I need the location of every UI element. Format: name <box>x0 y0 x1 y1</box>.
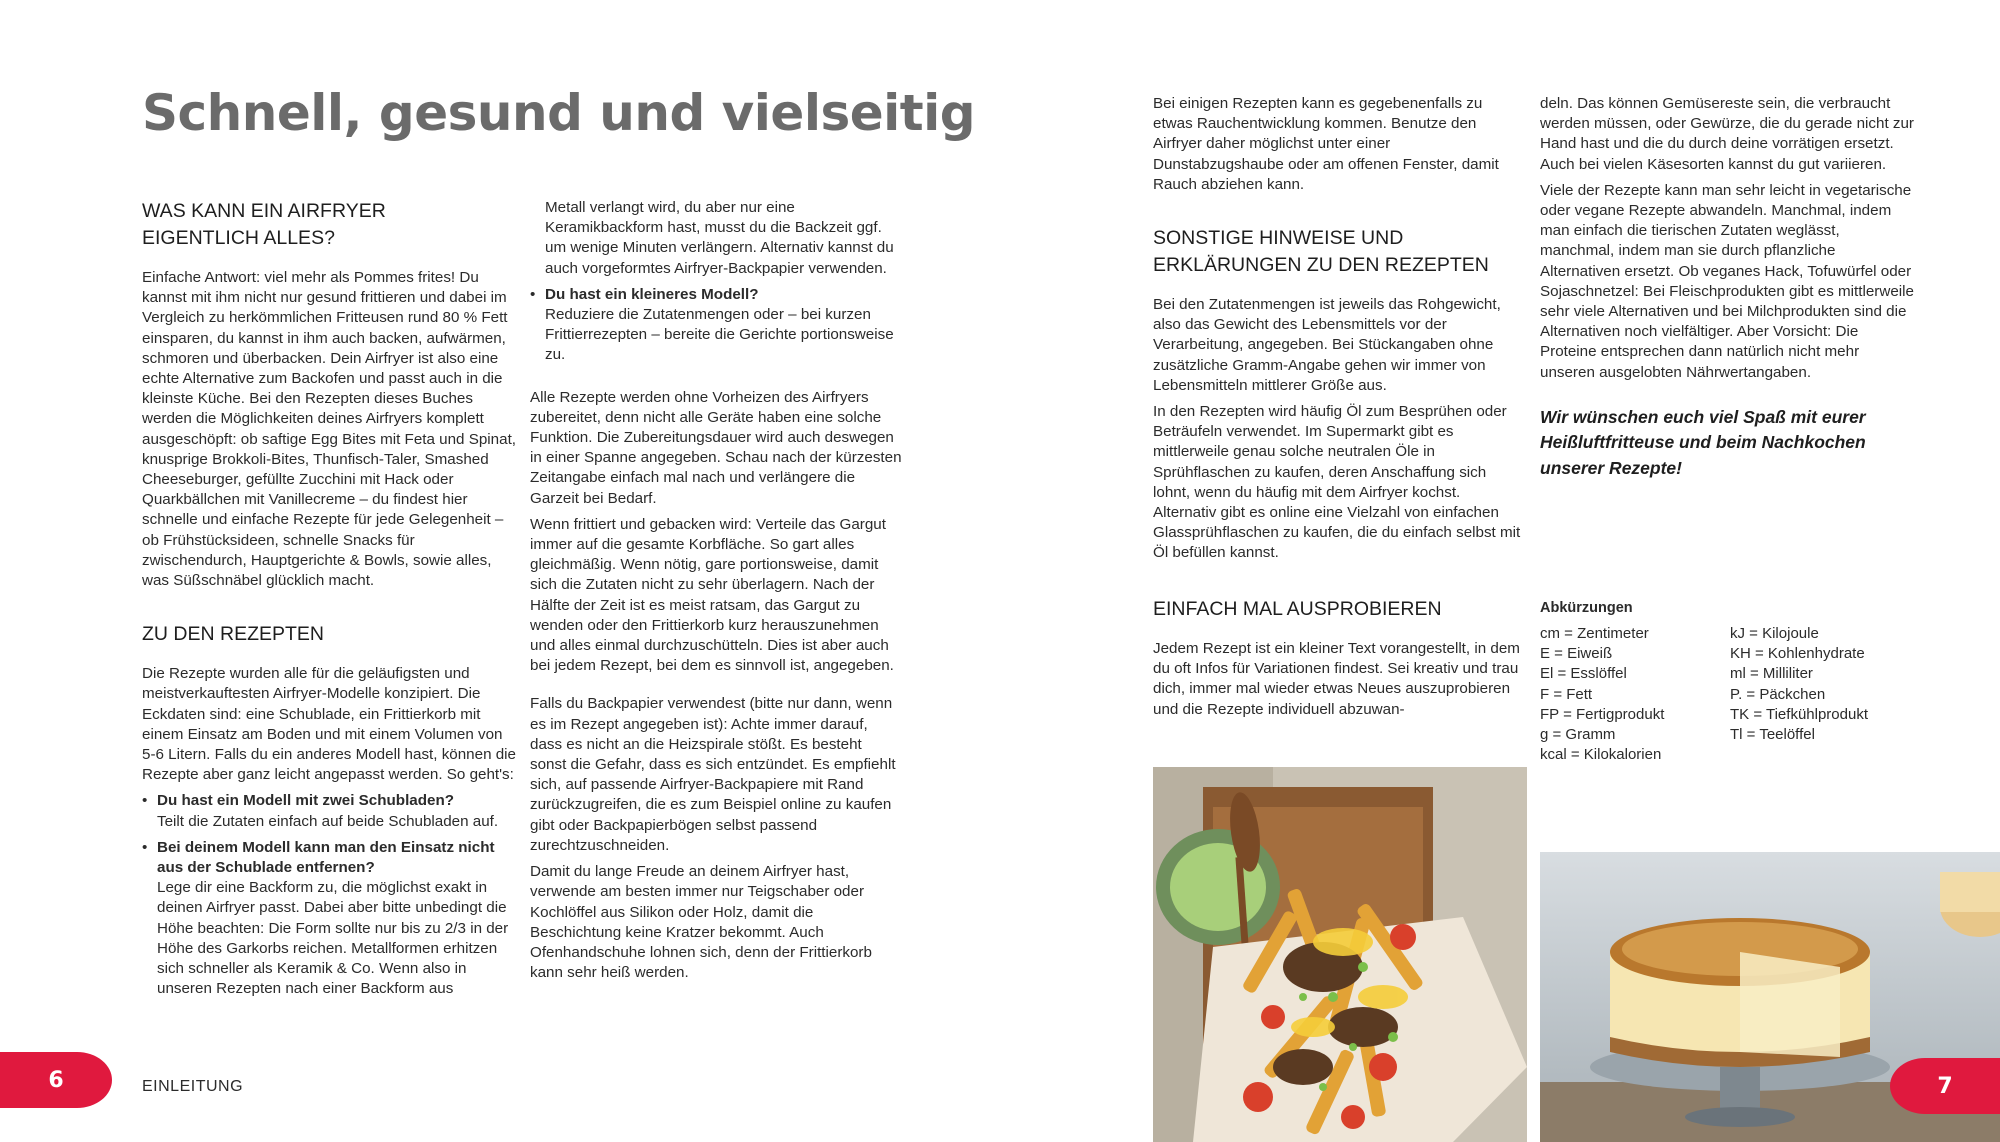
paragraph-rezepte: Die Rezepte wurden alle für die geläufigsten und meistverkauftesten Airfryer-Modelle konzipiert. Die Eckdaten sind: eine Schublade, ein Frittierkorb mit einem Einsatz am Boden und mit einem Volumen von 5-6 Litern. Falls du ein anderes Modell hast, können die Rezepte aber ganz leicht angepasst werden. So geht's: <box>142 665 517 784</box>
abbreviation-item: kcal = Kilokalorien <box>1540 746 1662 764</box>
paragraph-continued: Metall verlangt wird, du aber nur eine Keramikbackform hast, musst du die Backzeit ggf. um wenige Minuten verlängern. Alternativ kannst du auch vorgeformtes Airfryer-Backpapier verwenden. <box>545 199 894 277</box>
abbreviation-item: TK = Tiefkühlprodukt <box>1730 705 1868 723</box>
abbreviation-item: E = Eiweiß <box>1540 645 1613 663</box>
paragraph-pflege: Damit du lange Freude an deinem Airfryer hast, verwende am besten immer nur Teigschaber oder Kochlöffel aus Silikon oder Holz, damit die Beschichtung keine Kratzer bekommt. Auch Ofenhandschuhe lohnen sich, denn der Frittierkorb kann sehr heiß werden. <box>530 863 872 982</box>
paragraph-mengen: Bei den Zutatenmengen ist jeweils das Rohgewicht, also das Gewicht des Lebensmittels vor der Verarbeitung, angegeben. Bei Stückangaben ohne zusätzliche Gramm-Angabe gehen wir immer von Lebensmitteln mittlerer Größe aus. <box>1153 296 1501 394</box>
paragraph-oel: In den Rezepten wird häufig Öl zum Besprühen oder Beträufeln verwendet. Im Supermarkt gibt es mittlerweile genau solche neutralen Öle in Sprühflaschen zu kaufen, deren Anschaffung sich lohnt, wenn du häufig mit dem Airfryer kochst. Alternativ gibt es online eine Vielzahl von einfachen Glassprühflaschen zu kaufen, die du einfach selbst mit Öl befüllen kannst. <box>1153 403 1521 562</box>
abbreviation-item: P. = Päckchen <box>1730 685 1826 703</box>
paragraph-einfach: Jedem Rezept ist ein kleiner Text vorangestellt, in dem du oft Infos für Variationen findest. Sei kreativ und trau dich, immer mal wieder etwas Neues auszuprobieren und die Rezepte individuell abzuwan- <box>1153 640 1520 718</box>
paragraph-vegetarisch: Viele der Rezepte kann man sehr leicht in vegetarische oder vegane Rezepte abwandeln. Manchmal, indem man einfach die tierischen Zutaten weglässt, manchmal, indem man sie durch pflanzliche Alternativen ersetzt. Ob veganes Hack, Tofuwürfel oder Sojaschnetzel: Bei Fleischprodukten gibt es mittlerweile sehr viele Alternativen und bei Milchprodukten sind die Alternativen noch vielfältiger. Aber Vorsicht: Die Proteine entsprechen dann natürlich nicht mehr unseren ausgelobten Nährwertangaben. <box>1540 181 1914 381</box>
bullet-title: • Du hast ein Modell mit zwei Schubladen? <box>157 792 455 810</box>
abbreviations-right <box>1730 624 1920 745</box>
abbreviations-left <box>1540 624 1720 765</box>
bullet-text: Lege dir eine Backform zu, die möglichst exakt in deinen Airfryer passt. Dabei aber bitte unbedingt die Höhe beachten: Die Form sollte nur bis zu 2/3 in der Höhe des Garkorbs reichen. Metallformen erhitzen sich schneller als Keramik & Co. Wenn also in unseren Rezepten nach einer Backform aus <box>157 879 509 998</box>
paragraph-airfryer: Einfache Antwort: viel mehr als Pommes frites! Du kannst mit ihm nicht nur gesund frittieren und dabei im Vergleich zu herkömmlichen Fritteusen rund 80 % Fett einsparen, du kannst in ihm auch backen, aufwärmen, schmoren und überbacken. Dein Airfryer ist also eine echte Alternative zum Backofen und passt auch in die kleinste Küche. Bei den Rezepten dieses Buches werden die Möglichkeiten deines Airfryers komplett ausgeschöpft: ob saftige Egg Bites mit Feta und Spinat, knusprige Brokkoli-Bites, Thunfisch-Taler, Smashed Cheeseburger, gefüllte Zucchini mit Hack oder Quarkbällchen mit Vanillecreme – du findest hier schnelle und einfache Rezepte für jede Gelegenheit – ob Frühstücksideen, schnelle Snacks für zwischendurch, Hauptgerichte & Bowls, sowie alles, was Süßschnäbel glücklich macht. <box>142 269 517 590</box>
column-3-lower <box>1153 596 1528 726</box>
column-4 <box>1540 94 1918 487</box>
small-model-list <box>530 285 902 366</box>
abbreviation-item: FP = Fertigprodukt <box>1540 705 1665 723</box>
paragraph-rauch: Bei einigen Rezepten kann es gegebenenfalls zu etwas Rauchentwicklung kommen. Benutze den Airfryer daher möglichst unter einer Dunstabzugshaube oder am offenen Fenster, damit Rauch abziehen kann. <box>1153 95 1499 193</box>
page-number-right: 7 <box>1890 1058 2000 1114</box>
abbreviation-item: kJ = Kilojoule <box>1730 625 1819 642</box>
abbreviation-item: Tl = Teelöffel <box>1730 726 1815 744</box>
list-item <box>530 285 902 366</box>
abbreviation-item: cm = Zentimeter <box>1540 625 1649 642</box>
heading-einfach: EINFACH MAL AUSPROBIEREN <box>1153 598 1442 620</box>
loaded-fries-image <box>1153 767 1527 1142</box>
column-1 <box>142 198 517 1006</box>
heading-airfryer: WAS KANN EIN AIRFRYER EIGENTLICH ALLES? <box>142 200 386 249</box>
abbreviations <box>1540 600 1920 764</box>
abbreviation-item: KH = Kohlenhydrate <box>1730 645 1865 663</box>
page-number-left: 6 <box>0 1052 112 1108</box>
list-item <box>142 791 517 831</box>
model-tips-list <box>142 791 517 999</box>
abbreviation-item: F = Fett <box>1540 685 1593 703</box>
abbreviation-item: g = Gramm <box>1540 726 1616 744</box>
fries-photo <box>1153 767 1527 1142</box>
bullet-title: • Bei deinem Modell kann man den Einsatz nicht aus der Schublade entfernen? <box>157 838 495 877</box>
page-title: Schnell, gesund und vielseitig <box>142 84 976 142</box>
list-item <box>142 838 517 1000</box>
abbreviations-title: Abkürzungen <box>1540 600 1633 616</box>
heading-sonstige: SONSTIGE HINWEISE UND ERKLÄRUNGEN ZU DEN REZEPTEN <box>1153 227 1489 277</box>
heading-rezepte: ZU DEN REZEPTEN <box>142 623 325 646</box>
column-3 <box>1153 94 1525 570</box>
paragraph-backpapier: Falls du Backpapier verwendest (bitte nur dann, wenn es im Rezept angegeben ist): Achte immer darauf, dass es nicht an die Heizspirale stößt. Es besteht sonst die Gefahr, dass es sich entzündet. Es empfiehlt sich, auf passende Airfryer-Backpapiere mit Rand zurückzugreifen, die es zum Beispiel online zu kaufen gibt oder Backpapierbögen selbst passend zurechtzuschneiden. <box>530 695 896 854</box>
paragraph-frittieren: Wenn frittiert und gebacken wird: Verteile das Gargut immer auf die gesamte Korbfläche. So gart alles gleichmäßig. Wenn nötig, gare portionsweise, damit sich die Zutaten nicht zu sehr überlagern. Nach der Hälfte der Zeit ist es meist ratsam, das Gargut zu wenden oder den Frittierkorb kurz herauszunehmen und alles einmal durchzuschütteln. Dies ist aber auch bei jedem Rezept, bei dem es sinnvoll ist, angegeben. <box>530 515 894 675</box>
column-2 <box>530 198 902 989</box>
bullet-title: • Du hast ein kleineres Modell? <box>545 285 759 303</box>
bullet-text: Teilt die Zutaten einfach auf beide Schubladen auf. <box>157 812 499 830</box>
bullet-text: Reduziere die Zutatenmengen oder – bei kurzen Frittierrezepten – bereite die Gerichte portionsweise zu. <box>545 306 894 364</box>
section-label: EINLEITUNG <box>142 1078 244 1095</box>
paragraph-variieren: deln. Das können Gemüsereste sein, die verbraucht werden müssen, oder Gewürze, die du gerade nicht zur Hand hast und die du durch deine vorrätigen ersetzt. Auch bei vielen Käsesorten kannst du gut variieren. <box>1540 95 1914 173</box>
greeting-text: Wir wünschen euch viel Spaß mit eurer Heißluftfritteuse und beim Nachkochen unserer Rezepte! <box>1540 406 1866 478</box>
abbreviation-item: El = Esslöffel <box>1540 665 1627 683</box>
paragraph-vorheizen: Alle Rezepte werden ohne Vorheizen des Airfryers zubereitet, denn nicht alle Geräte haben eine solche Funktion. Die Zubereitungsdauer wird auch deswegen in einer Spanne angegeben. Schau nach der kürzesten Zeitangabe einfach mal nach und verlängere die Garzeit bei Bedarf. <box>530 388 902 507</box>
abbreviation-item: ml = Milliliter <box>1730 665 1813 683</box>
